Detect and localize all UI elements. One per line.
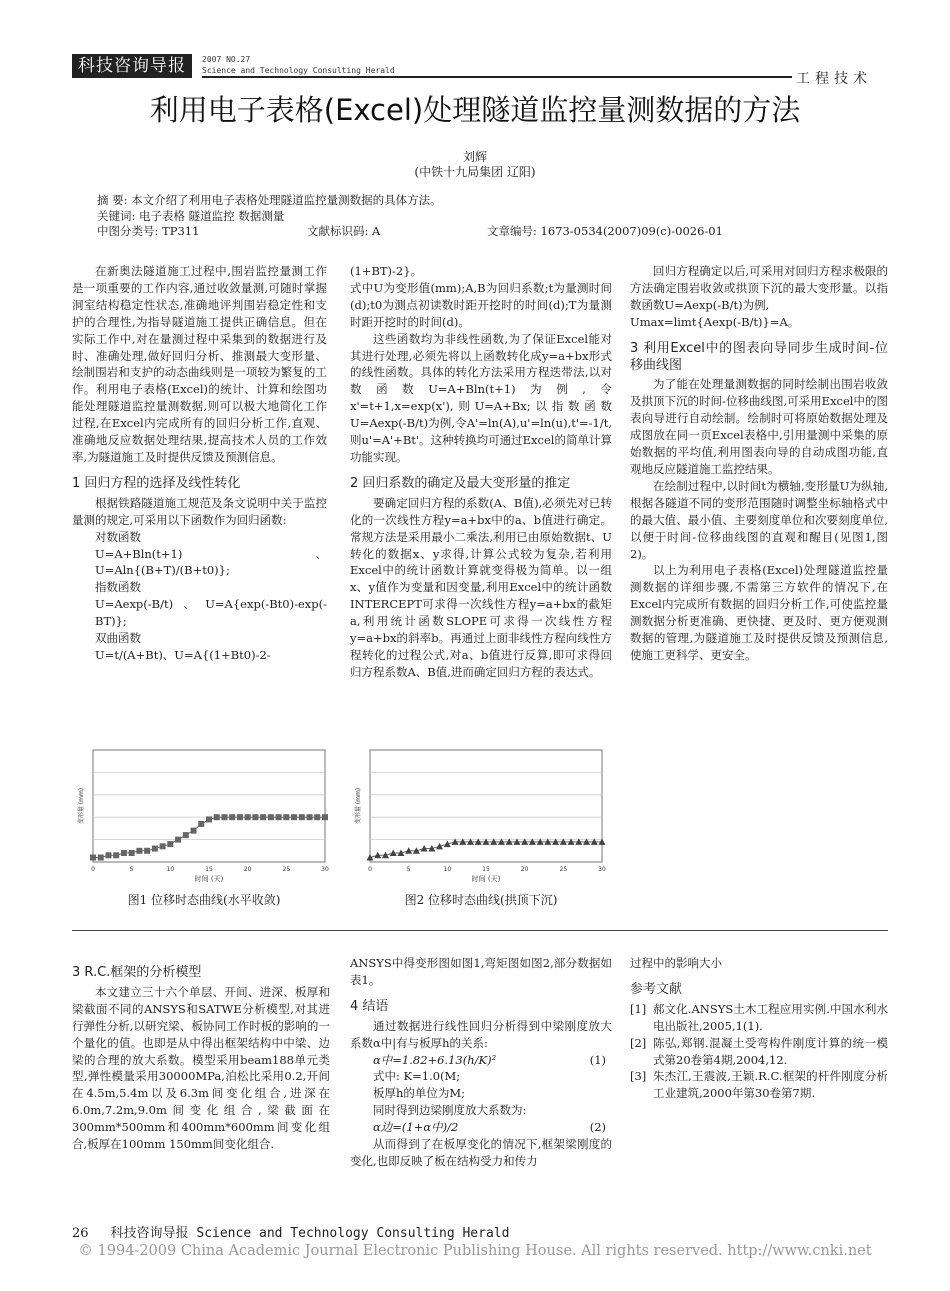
data-point [198,821,204,827]
data-point [291,814,297,820]
x-axis-label: 时间 (天) [194,875,224,883]
data-point [136,848,142,854]
data-point [98,855,104,861]
equation-1-where: 式中: K=1.0(M; [373,1069,461,1084]
data-point [260,814,266,820]
data-point [183,832,189,838]
reference-item [630,1001,888,1035]
paragraph-continuation: 过程中的影响大小 [630,956,722,970]
equation-1-body: α中=1.82+6.13(h/K)² [373,1052,497,1067]
data-point [144,848,150,854]
x-tick-label: 15 [205,866,213,873]
reference-text: 陈弘,郑钢.混凝土受弯构件刚度计算的统一模式第20卷第4期,2004,12. [653,1035,888,1067]
data-point [221,814,227,820]
x-tick-label: 20 [520,866,529,873]
lower-column-2 [350,955,612,1170]
reference-item [630,1068,888,1102]
max-deformation-paragraph: 回归方程确定以后,可采用对回归方程求极限的方法确定围岩收敛或拱顶下沉的最大变形量。以指数函数U=Aexp(-B/t)为例, [630,264,888,312]
footer-journal: 科技咨询导报 Science and Technology Consulting Herald [110,1226,510,1241]
year-issue: 2007 NO.27 [202,55,251,64]
x-tick-label: 30 [598,866,606,873]
data-point [276,814,282,820]
author: 刘辉 [462,150,487,164]
conclusion-heading: 4 结语 [350,998,389,1014]
section-3-heading: 3 利用Excel中的图表向导同步生成时间-位移曲线图 [630,340,888,373]
section-1-heading: 1 回归方程的选择及线性转化 [72,475,241,491]
data-point [152,846,158,852]
data-point [167,841,173,847]
linearization-paragraph: 这些函数均为非线性函数,为了保证Excel能对其进行处理,必须先将以上函数转化成y=a+bx形式的线性函数。具体的转化方法采用方程迭带法,以对数函数U=A+Bln(t+1)为例,令x'=t+1,x=exp(x'),则U=A+Bx;以指数函数U=Aexp(-B/t)为例,令A'=ln(A),u'=ln(u),t'=-1/t,则u'=A'+Bt'。这种转换均可通过Excel的简单计算功能实现。 [350,331,612,464]
figure-1-chart [75,742,333,887]
data-point [121,850,127,856]
figure-2-caption: 图2 位移时态曲线(拱顶下沉) [404,893,558,907]
figure-2-chart [352,742,610,887]
data-point [129,850,135,856]
equation-2-body: α边=(1+α中)/2 [373,1120,459,1135]
regression-paragraph: 通过数据进行线性回归分析得到中梁刚度放大系数α中|有与板厚h的关系: [350,1018,612,1050]
copyright-line: © 1994-2009 China Academic Journal Electronic Publishing House. All rights reserved. http://www.cnki.net [78,1243,872,1259]
page-footer [72,1222,509,1241]
section-1-paragraph: 根据铁路隧道施工规范及条文说明中关于监控量测的规定,可采用以下函数作为回归函数: [72,495,327,527]
data-point [237,814,243,820]
reference-item [630,1035,888,1069]
article-title: 利用电子表格(Excel)处理隧道监控量测数据的方法 [149,93,801,127]
data-point [307,814,313,820]
exp-function-label: 指数函数 [95,580,141,595]
hyperbolic-function-formula: U=t/(A+Bt)、U=A{(1+Bt0)-2- [95,647,271,662]
column-1 [72,263,327,664]
reference-text: 朱杰江,王震波,王颖.R.C.框架的杆件刚度分析工业建筑,2000年第30卷第7期. [653,1069,888,1101]
section-label: 工程技术 [796,71,872,87]
plot-area [370,750,602,862]
data-point [283,814,289,820]
data-point [175,837,181,843]
variable-definitions: 式中U为变形值(mm);A,B为回归系数;t为量测时间(d);t0为测点初读数时距开挖时的时间(d);T为量测时距开挖时的时间(d)。 [350,280,612,329]
document-code: 文献标识码: A [307,224,381,238]
rc-frame-paragraph: 本文建立三十六个单层、开间、进深、板厚和梁截面不同的ANSYS和SATWE分析模型,对其进行弹性分析,以研究梁、板协同工作时板的影响的一个量化的值。也即是从中得出框架结构中中梁、边梁的合理的放大系数。模型采用beam188单元类型,弹性模量采用30000MPa,泊松比采用0.2,开间在4.5m,5.4m以及6.3m间变化组合,进深在6.0m,7.2m,9.0m间变化组合,梁截面在300mm*500mm和400mm*600mm间变化组合,板厚在100mm 150mm间变化组合. [72,984,330,1152]
equation-2-number: (2) [589,1120,606,1135]
lower-column-1 [72,955,330,1153]
article-divider [72,930,888,931]
x-tick-label: 25 [559,866,568,873]
equation-1-unit: 板厚h的单位为M; [373,1086,466,1101]
data-point [314,814,320,820]
figure-1 [75,742,333,907]
reference-number: [2] [630,1035,647,1050]
axis-paragraph: 在绘制过程中,以时间t为横轴,变形量U为纵轴,根据各隧道不同的变形范围随时调整坐标轴格式中的最大值、最小值、主要刻度单位和次要刻度单位,以便于时间-位移曲线图的直观和醒目(见图1,图2)。 [630,478,888,561]
reference-text: 郝文化.ANSYS土木工程应用实例.中国水利水电出版社,2005,1(1). [653,1001,888,1033]
equation-1-number: (1) [589,1052,606,1067]
x-tick-label: 10 [166,866,175,873]
article-number: 文章编号: 1673-0534(2007)09(c)-0026-01 [487,224,723,238]
x-tick-label: 0 [91,866,95,873]
ansys-paragraph: ANSYS中得变形图如图1,弯矩图如图2,部分数据如表1。 [350,956,612,987]
conclusion-paragraph: 以上为利用电子表格(Excel)处理隧道监控量测数据的详细步骤,不需第三方软件的情况下,在Excel内完成所有数据的回归分析工作,可使监控量测数据分析更准确、更快捷、更及时、更方便观测数据的管理,为隧道施工及时提供反馈及预测信息,使施工更科学、更安全。 [630,563,888,662]
hyperbolic-function-label: 双曲函数 [95,631,141,646]
section-2-paragraph: 要确定回归方程的系数(A、B值),必须先对已转化的一次线性方程y=a+bx中的a、b值进行确定。常规方法是采用最小二乘法,利用已由原始数据t、U转化的数据x、y求得,计算公式较为复杂,若利用Excel中的统计函数计算就变得极为简单。以一组x、y值作为变量和因变量,利用Excel中的统计函数INTERCEPT可求得一次线性方程y=a+bx的截矩a,利用统计函数SLOPE可求得一次线性方程y=a+bx的斜率b。再通过上面非线性方程向线性方程转化的过程公式,对a、b值进行反算,即可求得回归方程系数A、B值,进而确定回归方程的表达式。 [350,495,612,679]
data-point [113,852,119,858]
affiliation: (中铁十九局集团 辽阳) [414,165,536,179]
data-point [322,814,328,820]
x-axis-label: 时间 (天) [471,875,501,883]
exp-function-formula: U=Aexp(-B/t)、U=A{exp(-Bt0)-exp(-BT)}; [95,597,327,629]
issue-info [202,54,395,76]
reference-number: [3] [630,1069,647,1084]
formula-continuation: (1+BT)-2}。 [350,264,423,278]
x-tick-label: 15 [482,866,490,873]
column-3 [630,263,888,664]
header-rule [202,76,792,78]
keywords: 关键词: 电子表格 隧道监控 数据测量 [97,208,285,223]
intro-paragraph: 在新奥法隧道施工过程中,围岩监控量测工作是一项重要的工作内容,通过收敛量测,可随时掌握洞室结构稳定性状态,准确地评判围岩稳定性和支护的合理性,为指导隧道施工提供正确信息。但在实际工作中,对在量测过程中采集到的数据进行及时、准确处理,做好回归分析、推测最大变形量、绘制围岩和支护的动态曲线则是一项较为繁复的工作。利用电子表格(Excel)的统计、计算和绘图功能处理隧道监控量测数据,则可以极大地简化工作过程,在Excel内完成所有的回归分析工作,直观、准确地反应数据处理结果,提高技术人员的工作效率,为隧道施工及时提供反馈及预测信息。 [72,264,327,464]
data-point [160,843,166,849]
data-point [105,852,111,858]
data-point [299,814,305,820]
rc-frame-heading: 3 R.C.框架的分析模型 [72,965,202,980]
x-tick-label: 20 [243,866,252,873]
x-tick-label: 10 [443,866,452,873]
y-axis-label: 变形量 (mm) [355,787,362,825]
x-tick-label: 0 [368,866,372,873]
log-function-formula: U=A+Bln(t+1)、U=Aln{(B+T)/(B+t0)}; [95,546,327,578]
data-point [229,814,235,820]
data-point [268,814,274,820]
frame-stiffness-paragraph: 从而得到了在板厚变化的情况下,框架梁刚度的变化,也即反映了板在结构受力和传力 [350,1137,612,1168]
figure-1-caption: 图1 位移时态曲线(水平收敛) [127,893,281,907]
journal-masthead: 科技咨询导报 [72,54,192,78]
figure-2 [352,742,610,907]
chart-wizard-paragraph: 为了能在处理量测数据的同时绘制出围岩收敛及拱顶下沉的时间-位移曲线图,可采用Excel中的图表向导进行自动绘制。绘制时可将原始数据处理及成图放在同一页Excel表格中,引用量测中采集的原始数据的平均值,利用图表向导的自动成图功能,直观地反应隧道施工监控结果。 [630,377,888,476]
data-point [252,814,258,820]
lower-column-3 [630,955,888,1102]
abstract: 摘 要: 本文介绍了利用电子表格处理隧道监控量测数据的具体方法。 [97,193,442,207]
data-point [90,855,96,861]
data-point [245,814,251,820]
references-heading: 参考文献 [630,981,683,997]
x-tick-label: 25 [282,866,291,873]
x-tick-label: 30 [321,866,329,873]
data-point [214,814,220,820]
section-2-heading: 2 回归系数的确定及最大变形量的推定 [350,475,571,491]
column-2 [350,263,612,681]
equation-1 [350,1052,612,1069]
equation-2 [350,1119,612,1136]
plot-area [93,750,325,862]
x-tick-label: 5 [129,866,134,873]
page-number: 26 [72,1226,89,1241]
data-point [206,816,212,822]
journal-english: Science and Technology Consulting Herald [202,66,395,75]
y-axis-label: 变形量 (mm) [78,787,85,825]
classification-line [97,224,857,240]
limit-formula: Umax=limt{Aexp(-B/t)}=A。 [630,314,800,329]
x-tick-label: 5 [406,866,411,873]
equation-2-intro: 同时得到边梁刚度放大系数为: [373,1103,527,1118]
reference-number: [1] [630,1001,647,1016]
data-point [191,828,197,834]
clc-number: 中图分类号: TP311 [97,224,200,238]
abstract-block [97,193,857,240]
log-function-label: 对数函数 [95,529,141,544]
